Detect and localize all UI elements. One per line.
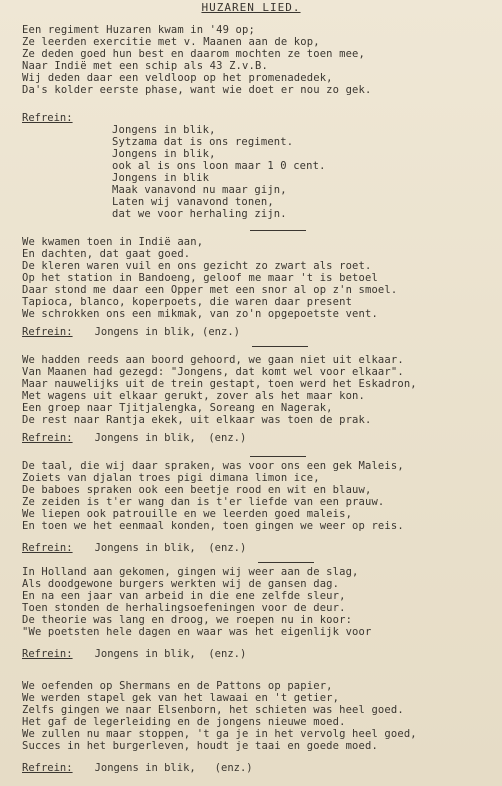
verse-5 bbox=[22, 566, 371, 638]
verse-line: Ze deden goed hun best en daarom mochten ze toen mee, bbox=[22, 48, 365, 60]
chorus-block bbox=[22, 112, 326, 220]
refrein-row-2 bbox=[22, 432, 246, 444]
verse-line: En na een jaar van arbeid in die ene zelfde sleur, bbox=[22, 590, 346, 602]
verse-line: Tapioca, blanco, koperpoets, die waren daar present bbox=[22, 296, 353, 308]
separator-line bbox=[258, 562, 314, 563]
verse-line: Ze leerden exercitie met v. Maanen aan de kop, bbox=[22, 36, 320, 48]
chorus-line: Jongens in blik, bbox=[112, 124, 216, 136]
verse-line: Succes in het burgerleven, houdt je taai en goede moed. bbox=[22, 740, 378, 752]
refrein-label: Refrein: bbox=[22, 542, 73, 554]
verse-line: Zelfs gingen we naar Elsenborn, het schieten was heel goed. bbox=[22, 704, 404, 716]
separator-line bbox=[252, 346, 308, 347]
verse-line: Met wagens uit elkaar gerukt, zover als het maar kon. bbox=[22, 390, 365, 402]
verse-line: Da's kolder eerste phase, want wie doet er nou zo gek. bbox=[22, 84, 372, 96]
verse-line: Als doodgewone burgers werkten wij de gansen dag. bbox=[22, 578, 340, 590]
verse-line: Ze zeiden is t'er wang dan is t'er liefde van een prauw. bbox=[22, 496, 385, 508]
refrein-label: Refrein: bbox=[22, 326, 73, 338]
chorus-line: Sytzama dat is ons regiment. bbox=[112, 136, 294, 148]
separator-line bbox=[250, 456, 306, 457]
verse-line: Van Maanen had gezegd: "Jongens, dat komt wel voor elkaar". bbox=[22, 366, 404, 378]
chorus-line: dat we voor herhaling zijn. bbox=[112, 208, 287, 220]
verse-line: In Holland aan gekomen, gingen wij weer aan de slag, bbox=[22, 566, 359, 578]
refrein-label: Refrein: bbox=[22, 112, 73, 124]
verse-line: We oefenden op Shermans en de Pattons op papier, bbox=[22, 680, 333, 692]
verse-line: De kleren waren vuil en ons gezicht zo zwart als roet. bbox=[22, 260, 372, 272]
chorus-line: Jongens in blik bbox=[112, 172, 210, 184]
verse-line: "We poetsten hele dagen en waar was het eigenlijk voor bbox=[22, 626, 372, 638]
chorus-line: Maak vanavond nu maar gijn, bbox=[112, 184, 287, 196]
refrein-label: Refrein: bbox=[22, 762, 73, 774]
refrein-text: Jongens in blik, (enz.) bbox=[94, 762, 253, 774]
verse-line: De rest naar Rantja ekek, uit elkaar was toen de prak. bbox=[22, 414, 372, 426]
verse-line: Daar stond me daar een Opper met een snor al op z'n smoel. bbox=[22, 284, 398, 296]
verse-line: We liepen ook patrouille en we leerden goed maleis, bbox=[22, 508, 353, 520]
verse-line: De baboes spraken ook een beetje rood en wit en blauw, bbox=[22, 484, 372, 496]
refrein-heading bbox=[22, 112, 326, 124]
verse-line: Naar Indië met een schip als 43 Z.v.B. bbox=[22, 60, 268, 72]
refrein-label: Refrein: bbox=[22, 432, 73, 444]
page-title: HUZAREN LIED. bbox=[201, 1, 301, 14]
verse-line: Het gaf de legerleiding en de jongens nieuwe moed. bbox=[22, 716, 346, 728]
verse-4 bbox=[22, 460, 404, 532]
verse-line: De taal, die wij daar spraken, was voor ons een gek Maleis, bbox=[22, 460, 404, 472]
verse-line: En toen we het eenmaal konden, toen gingen we weer op reis. bbox=[22, 520, 404, 532]
verse-line: De theorie was lang en droog, we roepen nu in koor: bbox=[22, 614, 353, 626]
verse-line: We kwamen toen in Indië aan, bbox=[22, 236, 204, 248]
verse-line: Een groep naar Tjitjalengka, Soreang en Nagerak, bbox=[22, 402, 333, 414]
refrein-row-5 bbox=[22, 762, 253, 774]
refrein-text: Jongens in blik, (enz.) bbox=[94, 542, 247, 554]
verse-line: Maar nauwelijks uit de trein gestapt, toen werd het Eskadron, bbox=[22, 378, 417, 390]
verse-1 bbox=[22, 24, 371, 96]
chorus-line: Laten wij vanavond tonen, bbox=[112, 196, 274, 208]
chorus-line: ook al is ons loon maar 1 0 cent. bbox=[112, 160, 326, 172]
refrein-row-4 bbox=[22, 648, 246, 660]
separator-line bbox=[250, 230, 306, 231]
verse-line: En dachten, dat gaat goed. bbox=[22, 248, 191, 260]
refrein-text: Jongens in blik, (enz.) bbox=[94, 432, 247, 444]
verse-6 bbox=[22, 680, 417, 752]
verse-3 bbox=[22, 354, 417, 426]
refrein-label: Refrein: bbox=[22, 648, 73, 660]
verse-line: Wij deden daar een veldloop op het promenadedek, bbox=[22, 72, 333, 84]
verse-line: We hadden reeds aan boord gehoord, we gaan niet uit elkaar. bbox=[22, 354, 404, 366]
verse-line: We zullen nu maar stoppen, 't ga je in het vervolg heel goed, bbox=[22, 728, 417, 740]
verse-line: Zoiets van djalan troes pigi dimana limon ice, bbox=[22, 472, 320, 484]
refrein-text: Jongens in blik, (enz.) bbox=[94, 326, 240, 338]
verse-line: Op het station in Bandoeng, geloof me maar 't is betoel bbox=[22, 272, 378, 284]
verse-line: We werden stapel gek van het lawaai en 't getier, bbox=[22, 692, 340, 704]
refrein-row-1 bbox=[22, 326, 240, 338]
verse-line: Een regiment Huzaren kwam in '49 op; bbox=[22, 24, 255, 36]
verse-line: Toen stonden de herhalingsoefeningen voor de deur. bbox=[22, 602, 346, 614]
verse-2 bbox=[22, 236, 397, 320]
refrein-row-3 bbox=[22, 542, 246, 554]
verse-line: We schrokken ons een mikmak, van zo'n opgepoetste vent. bbox=[22, 308, 378, 320]
chorus-line: Jongens in blik, bbox=[112, 148, 216, 160]
refrein-text: Jongens in blik, (enz.) bbox=[94, 648, 247, 660]
